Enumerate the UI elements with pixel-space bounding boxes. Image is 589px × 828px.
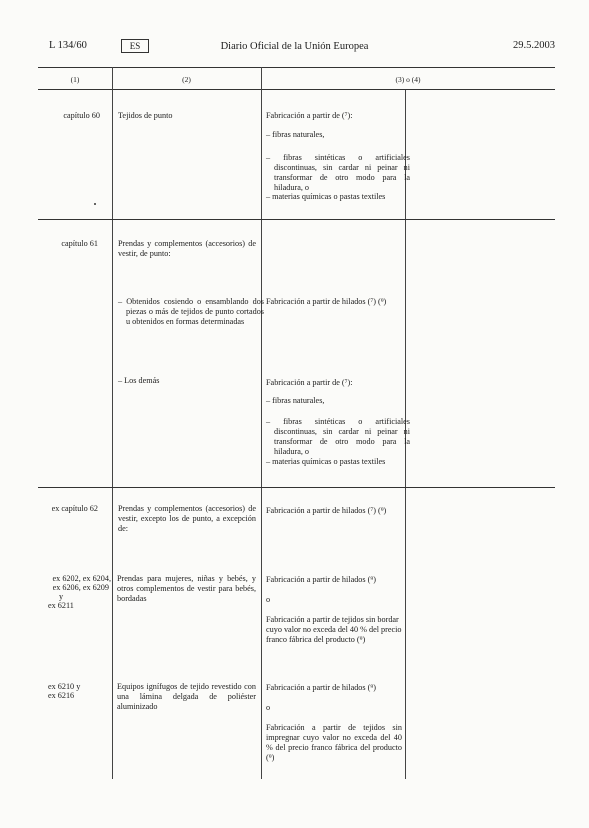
product-description: Prendas para mujeres, niñas y bebés, y otros complementos de vestir para bebés, bordadas [117,574,256,603]
tariff-code: ex 6206, ex 6209 [52,583,109,592]
rule-intro: Fabricación a partir de (⁷): [266,378,353,387]
tariff-code: y [59,592,64,601]
rule-item: – fibras naturales, [266,130,325,139]
column-header-3: (3) o (4) [395,75,421,84]
row-separator-1 [38,219,555,220]
rule-item: – fibras sintéticas o artificiales discontinuas, sin cardar ni peinar ni transformar de otro modo para la hiladura, o [266,417,410,456]
page-reference: L 134/60 [49,40,87,51]
tariff-code: ex 6202, ex 6204, [52,574,111,583]
stray-mark [94,203,96,205]
tariff-code: ex 6210 y [48,682,81,691]
column-divider-1 [112,67,113,779]
sub-description: – Obtenidos cosiendo o ensamblando dos piezas o más de tejidos de punto cortados u obtenidos en formas determinadas [118,297,264,326]
rule-text: Fabricación a partir de tejidos sin impregnar cuyo valor no exceda del 40 % del precio franco fábrica del producto (⁹) [266,723,402,762]
rule-intro: Fabricación a partir de (⁷): [266,111,353,120]
publication-date: 29.5.2003 [513,40,555,51]
rule-text: Fabricación a partir de hilados (⁹) [266,575,376,584]
rule-item: – fibras sintéticas o artificiales discontinuas, sin cardar ni peinar ni transformar de otro modo para la hiladura, o [266,153,410,192]
sub-description: – Los demás [118,376,160,385]
rule-text: Fabricación a partir de tejidos sin bordar cuyo valor no exceda del 40 % del precio franco fábrica del producto (⁹) [266,615,402,644]
rule-item: – materias químicas o pastas textiles [266,192,386,201]
product-description: Equipos ignífugos de tejido revestido con una lámina delgada de poliéster aluminizado [117,682,256,711]
column-divider-2 [261,67,262,779]
alternative-or: o [266,595,271,604]
column-header-2: (2) [182,75,191,84]
product-description: Prendas y complementos (accesorios) de vestir, excepto los de punto, a excepción de: [118,504,256,533]
rule-text: Fabricación a partir de hilados (⁹) [266,683,376,692]
tariff-code: ex capítulo 62 [51,504,98,513]
alternative-or: o [266,703,271,712]
table-top-rule [38,67,555,68]
rule-item: – fibras naturales, [266,396,325,405]
table-header-rule [38,89,555,90]
rule-text: Fabricación a partir de hilados (⁷) (⁹) [266,297,387,306]
rule-item: – materias químicas o pastas textiles [266,457,386,466]
rule-text: Fabricación a partir de hilados (⁷) (⁹) [266,506,387,515]
tariff-code: capítulo 61 [61,239,98,248]
tariff-code: ex 6211 [48,601,74,610]
tariff-code: capítulo 60 [63,111,100,120]
language-code-box: ES [121,39,149,53]
product-description: Prendas y complementos (accesorios) de vestir, de punto: [118,239,256,258]
journal-title: Diario Oficial de la Unión Europea [220,41,369,52]
column-header-1: (1) [70,75,80,84]
row-separator-2 [38,487,555,488]
product-description: Tejidos de punto [118,111,173,120]
tariff-code: ex 6216 [48,691,75,700]
